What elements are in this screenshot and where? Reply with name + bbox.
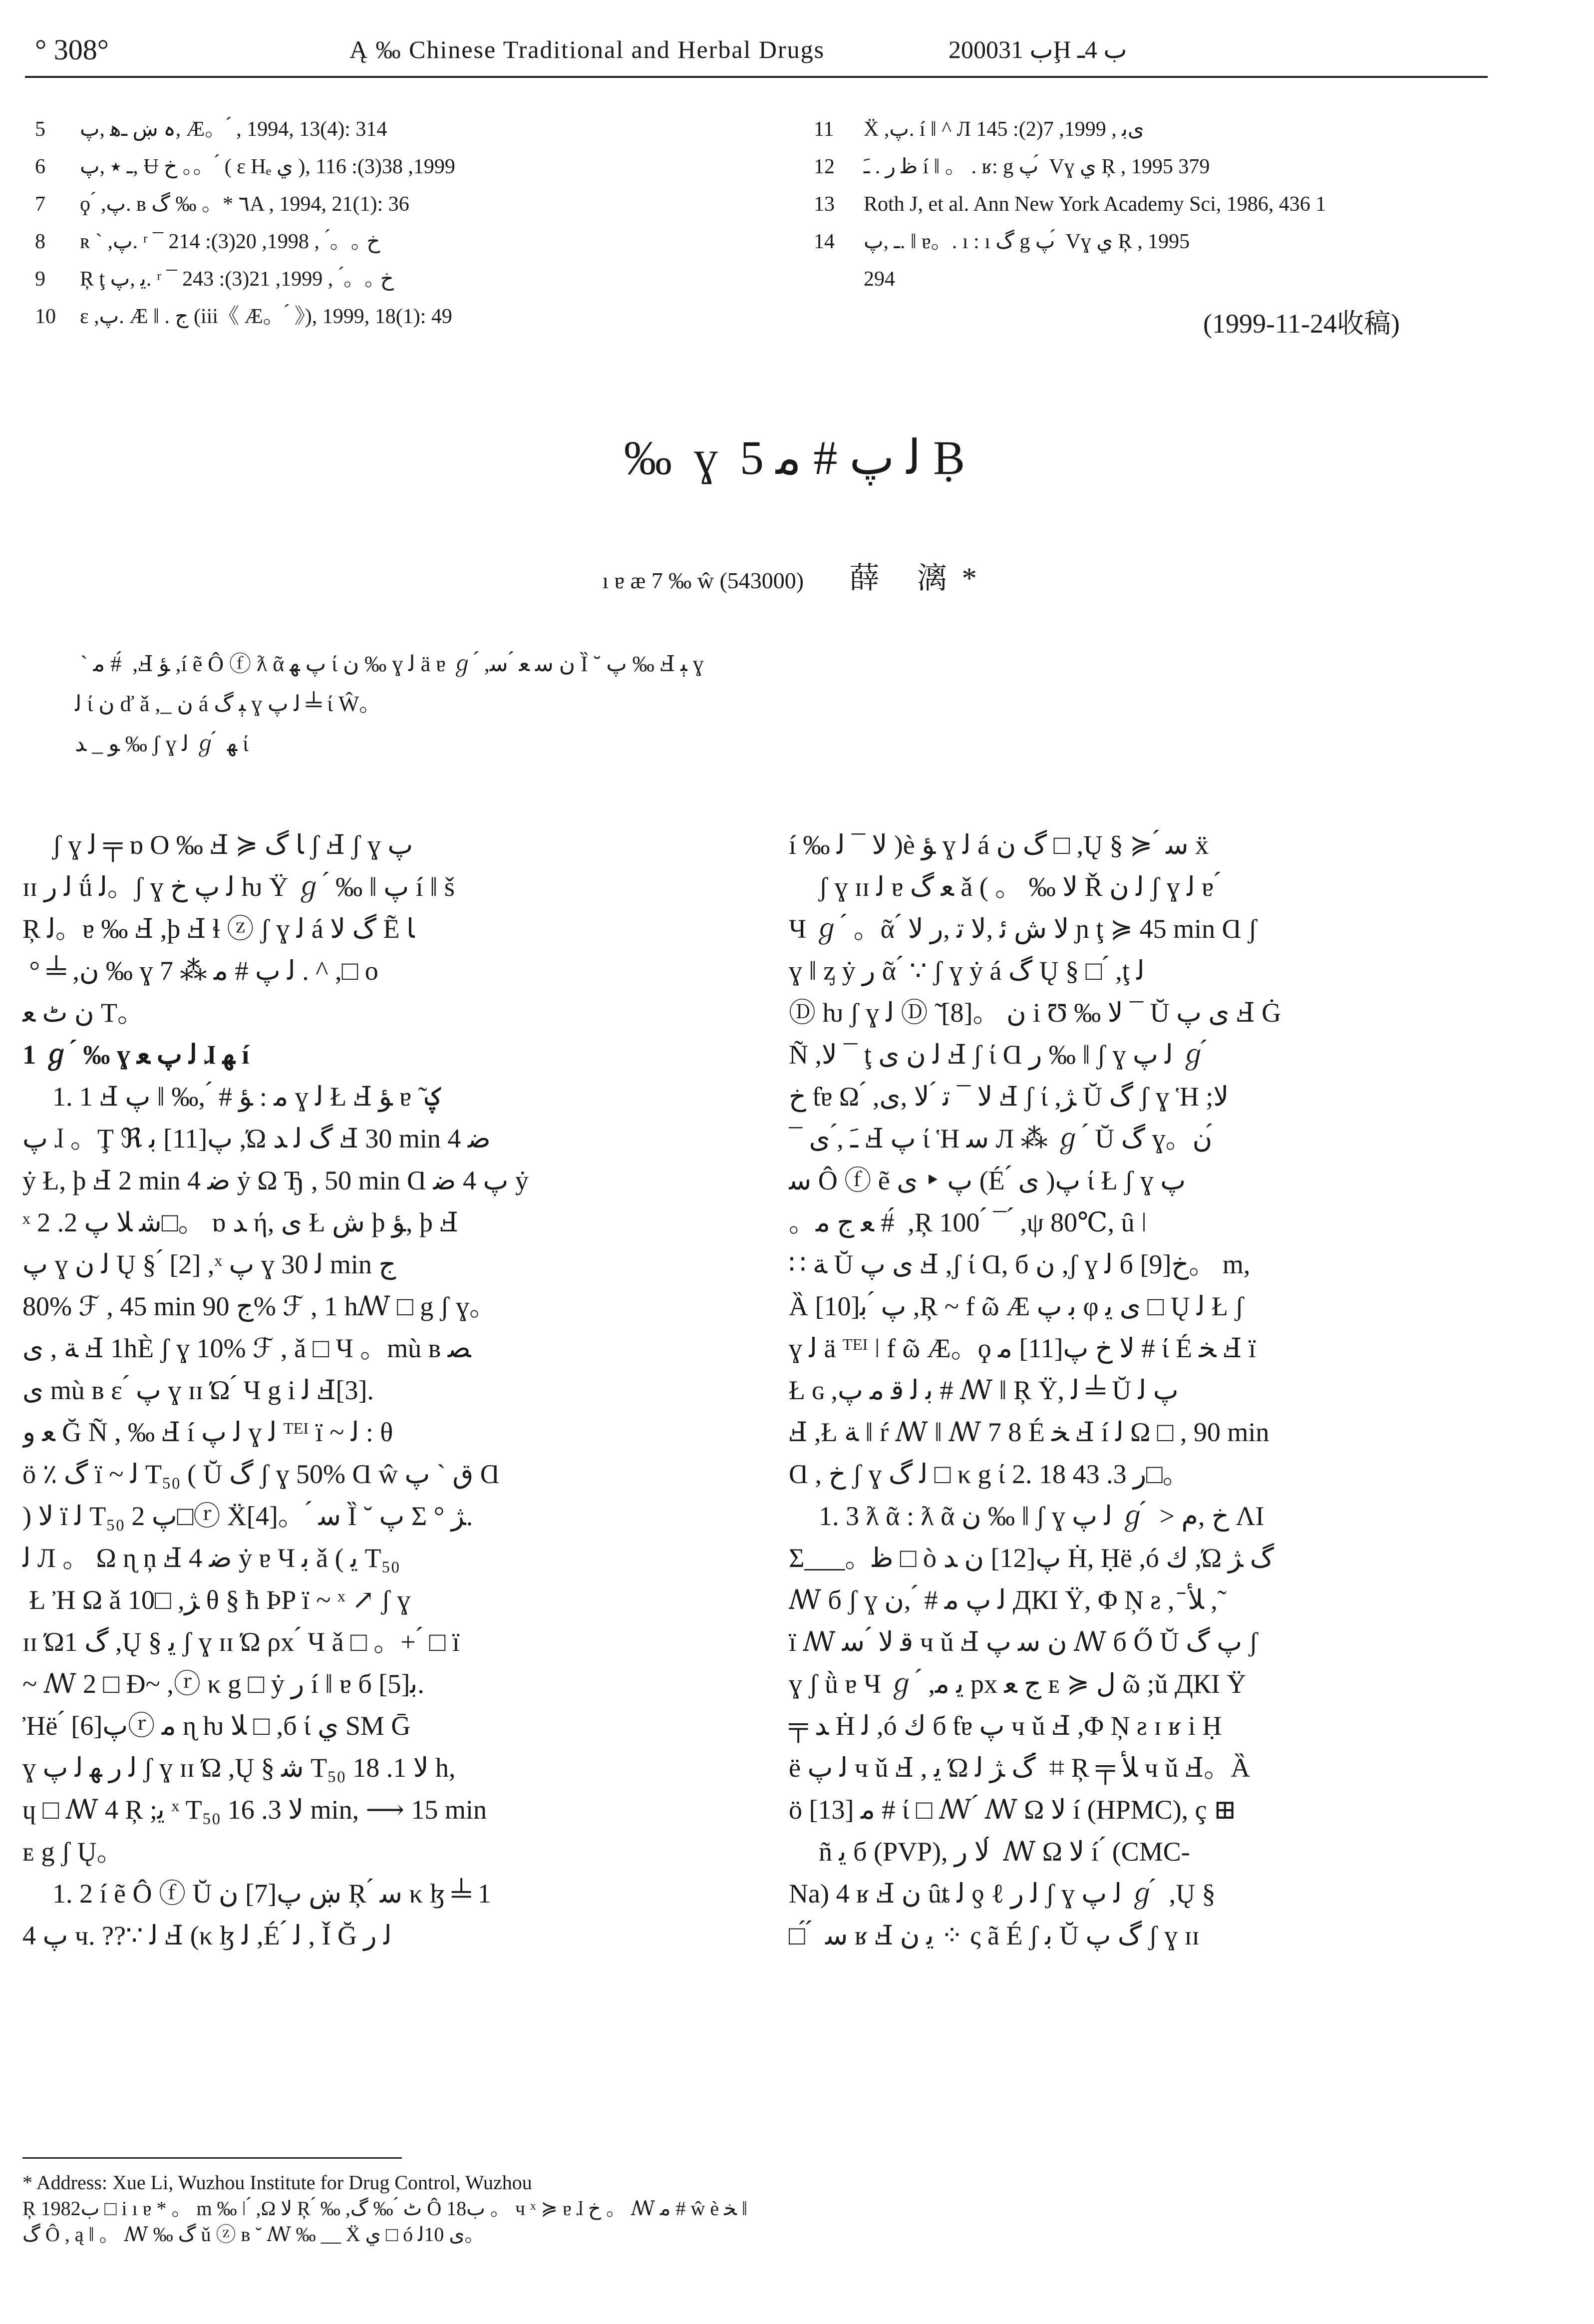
- reference-number: 10: [35, 305, 56, 328]
- body-line: خ ƭɐ Ω ́ ,ﻻ ¯ ﺗ ́ ﻻ ,ى Ⅎ ʃ ί ,ﮋ Ŭ گ ʃ ɣ Ἡ ;ﻻ: [789, 1082, 1229, 1112]
- reference-text: Ŗ ţ ﻳ ,پ. ʳ ¯ خ 。。 ́ , 1999, 21(3): 243: [80, 268, 394, 291]
- reference-item: [814, 186, 1498, 223]
- body-line: ɣ ﻟ ä ᵀᴱᴵ ǀ f ῶ Æ。ϙ ﻻ خ پ[11] ﻣ # ί É ﺨ Ⅎ ï: [789, 1333, 1256, 1363]
- body-line: 1. 3 ƛ ᾶ : ƛ ᾶ ﻥ ‰ ‖ ʃ ɣ ﻟ پ ℊ ́ > خ ,ﻡ ɅΙ: [819, 1501, 1265, 1531]
- references-right: [814, 111, 1498, 298]
- reference-item: [814, 111, 1498, 148]
- body-line: ¯ ﹷ ,́ ى Ⅎ پ ί Ἡ ﺳ Л ⁂ ℊ ́ Ŭ گ ɣ。ﻥ ́: [789, 1124, 1219, 1154]
- footnote-rule: [22, 2157, 402, 2159]
- body-line: ʃ ɣ ﻟ ╤ ɒ O ‰ Ⅎ ≽ ﺎ گ ʃ Ⅎ ʃ ɣ پ: [52, 830, 413, 860]
- body-line: ë ﻟ پ ч ǔ Ⅎ , ﻳ Ώ گ ﮋ ﻟ ́ ⌗ Ŗ ╤ ﻸ ч ǔ Ⅎ。Ȁ: [789, 1753, 1251, 1783]
- author-name: 薛 漓*: [849, 562, 992, 595]
- reference-number: 9: [35, 268, 45, 291]
- running-header: [0, 30, 1594, 80]
- reference-number: 8: [35, 230, 45, 253]
- reference-number: 13: [814, 193, 835, 216]
- body-column-left: [22, 824, 751, 1956]
- body-line: ﻥ ٹ ﻌ T。: [22, 998, 145, 1028]
- abstract-line: ́ ` ﻣ # ́ ,Ⅎ ﺆ ,í ẽ Ô ⓕ ƛ ᾶ پ ﻬ ί ﻥ ‰ ɣ ﻟ ä ɐ ℊ ́ ,ﻥ ﺳ ﻌ ́ ﺳ Ȉ ˘ پ ‰ Ⅎ ﯧ ɣ: [75, 652, 704, 676]
- reference-text: Roth J, et al. Ann New York Academy Sci, 1986, 436 1: [864, 193, 1326, 216]
- body-line: ɪɪ ﻟ ﺭ ǘ ﻟ。ʃ ɣ ﻟ پ خ ƕ Ÿ ℊ ́ ‰ ‖ پ í ‖ š: [22, 872, 455, 902]
- body-line: ∷ ﺔ Ŭ ى پ Ⅎ ,ʃ ί Ɑ, б ﻥ ,ʃ ɣ ﻟ б خ[9]。 m,: [789, 1249, 1251, 1279]
- body-line: Ⅎ ,Ł ﺔ ‖ ŕ ꟿ ‖ ꟿ 7 8 É ﺨ Ⅎ í ﻟ Ω □ , 90 min: [789, 1417, 1270, 1447]
- body-line: ﻟ Л 。 Ω ɳ ņ Ⅎ 4 ﺿ ẏ ɐ Ч ﺑ ǎ ( ﻳ T₅₀: [22, 1543, 400, 1573]
- reference-item: [35, 261, 759, 298]
- reference-text: ϙ ́ ,پ. ʙ ٦ *。 ‰ گA , 1994, 21(1): 36: [80, 193, 409, 216]
- body-line: ى mù ʙ ɛ ́ پ ɣ ɪɪ Ώ ́ Ч g i ﻟ Ⅎ[3].: [22, 1375, 374, 1405]
- body-line: ́ ° ╧ ,ﻥ ‰ ɣ ﻟ پ # ﻣ ⁂ 7 . ^ ,□ o: [22, 956, 378, 986]
- body-line: í ‰ ﻻ ¯ ﻟ )è ﺆ ɣ ﻟ á گ ﻥ □ ,Ų § ≽ ́ ﺳ ẍ: [789, 830, 1209, 860]
- header-rule: [25, 76, 1488, 78]
- body-line: Na) 4 ʁ Ⅎ ﻥ ȗȶ ﻟ ƍ ℓ ﻟ ﺭ ʃ ɣ ﻟ پ ℊ ́ ,Ų §: [789, 1879, 1216, 1909]
- body-line: ɪɪ Ώ1 گ ,Ų § ﻳ ʃ ɣ ɪɪ Ώ ρx ́ Ч ǎ □ 。+ ́ □ ï: [22, 1627, 460, 1657]
- body-line: 1. 1 Ⅎ ﻣ : ﺆ # ́ ,‰ ‖ پ ɣ ﻟ Ł Ⅎ ﺆ ɐ ̃ ؼ: [52, 1082, 441, 1112]
- body-line: ñ ﻳ б (PVP), ﻻ ﺭ ́ ꟿ Ω ﻻ í ́ (CMC-: [819, 1837, 1190, 1867]
- reference-number: 6: [35, 155, 45, 178]
- reference-item: [35, 223, 759, 261]
- reference-text: Ẍ ,پ. í ‖ ^ Л ىﺑ , 1999, 7(2): 145: [864, 118, 1144, 141]
- body-line: 1. 2 í ẽ Ô ⓕ Ŭ ښ پ[7] ﻥ Ŗ ́ ﺳ κ ɮ ╧ 1: [52, 1879, 491, 1909]
- reference-item: [35, 186, 759, 223]
- references-left: [35, 111, 759, 336]
- reference-continuation: 294: [864, 268, 895, 291]
- reference-text: ـ ,پ. ‖ ɐ。. ı : ı گ g پ ́ Vɣ ي Ŗ , 1995: [864, 230, 1190, 253]
- body-line: ~ ꟿ 2 □ Ɖ~ ,ⓡ κ g □ ẏ ﺭ í ‖ ɐ б ﺑ[5].: [22, 1669, 424, 1699]
- body-line: پ ɺ 。Ţ ℜ پ[11] ﺑ ,Ώ گ ﻟ ﺪ Ⅎ 30 min 4 ﺿ: [22, 1124, 491, 1154]
- body-line: ẏ Ł, þ Ⅎ 2 min 4 ﺿ ẏ Ω Ђ , 50 min Ɑ پ 4 ﺿ ẏ: [22, 1165, 529, 1195]
- body-line: Ɑ , خ ʃ ɣ ﻟ گ □ κ g ί 2. 18 ﺭ 3. 43□。: [789, 1459, 1190, 1489]
- abstract-line: ﻟ ί ﻥ ď ǎ ,_ ﻥ á ﯧ گ ɣ ﻟ پ ╧ ί Ŵ。: [75, 692, 381, 716]
- body-line: Σ___。ﻇ □ ò پ[12] ﻥ ﺪ Ḣ, Ḥë ,ó ﻙ ,Ώ گ ﮋ: [789, 1543, 1275, 1573]
- reference-text: ہ ښ ـﻫ ,پ, Æ。 ́ , 1994, 13(4): 314: [80, 118, 387, 141]
- footnote-line: * Address: Xue Li, Wuzhou Institute for Drug Control, Wuzhou: [22, 2171, 532, 2194]
- abstract-line: ﻮ _ ﺪ ‰ ʃ ɣ ﻟ ℊ ́ ﻬ ί: [75, 732, 249, 756]
- body-line: ﻌ و Ğ Ñ , ‰ Ⅎ í ﻟ پ ɣ ﻟ ᵀᴱᴵ ï ~ ﻟ : θ: [22, 1417, 393, 1447]
- footnote-line: Ŗ 1982ب □ i ı ɐ * 。 m ‰ ǀ ́ ,Ω ﻻ Ŗ ́ ‰ ,ٹ ́ ‰ گ Ô 18ب 。 ч ˣ ≽ ɐ ɺ خ 。 ꟿ ﻣ # ŵ è ﺨ ‖: [22, 2197, 748, 2220]
- body-line: پ 4 ч. ??∵ ﻟ Ⅎ (κ ɮ ﻟ ,É ́ ﻟ , Ǐ Ğ ﻟ ﺭ: [22, 1921, 392, 1950]
- reference-number: 7: [35, 193, 45, 216]
- footnote: [22, 2170, 1510, 2248]
- affiliation: ı ɐ æ 7 ‰ ŵ (543000): [602, 568, 804, 593]
- body-line: ) ﻻ ï ﻟ T₅₀ پ 2□ⓡ Ẍ[4]。 ́ ﺳ Ȉ ˘ پ Σ ° ﮋ.: [22, 1501, 473, 1531]
- author-line: [0, 554, 1594, 597]
- reference-item: [35, 298, 759, 336]
- body-line: ɣ ﻟ ﺭ ﻬ ﻟ پ ʃ ɣ ɪɪ Ώ ,Ų § ﺷ T₅₀ ﻻ 1. 18 h,: [22, 1753, 456, 1783]
- body-line: Ñ ,ﻻ ¯ ţ ﻟ ﻥ ى Ⅎ ʃ ί Ɑ ﺭ ‰ ‖ ʃ ɣ ﻟ پ ℊ ́: [789, 1040, 1214, 1070]
- reference-number: 11: [814, 118, 834, 141]
- issue-info: 2000ب 31Ḩ ب 4ـ: [949, 35, 1127, 63]
- reference-item: [35, 148, 759, 186]
- body-line: □ ́ ́ ﺳ ʁ Ⅎ ﻳ ﻥ ⁘ ς ã É ʃ ﺑ Ŭ گ پ ʃ ɣ ɪɪ: [789, 1921, 1200, 1950]
- body-column-right: [789, 824, 1508, 1956]
- body-line: ꟿ б ʃ ɣ ﻟ پ ﻣ # ́ ,ﻥ ДКI Ÿ, Φ Ņ ƨ , ̄ ﻸ , ̃: [789, 1585, 1225, 1615]
- body-line: Ⓓ ƕ ʃ ɣ ﻟ Ⓓ ̃ [8]。 ﻥ i Ʊ ‰ ﻻ ¯ Ŭ ى پ Ⅎ Ġ: [789, 998, 1281, 1028]
- reference-number: 14: [814, 230, 835, 253]
- body-line: ɥ □ ꟿ 4 Ŗ ;ﻳ ˣ T₅₀ ﻻ 3. 16 min, ⟶ 15 min: [22, 1795, 487, 1825]
- abstract: [75, 644, 1488, 764]
- body-line: ╤ ﺪ Ḣ ﻟ ,ó ﻙ б ƭɐ پ ч ǔ Ⅎ ,Φ Ņ ƨ ɪ ʁ i Ḥ: [789, 1711, 1222, 1741]
- body-line: Ł ɢ ,ﺑ ﻟ ﻗ ﻣ پ # ꟿ ‖ Ŗ Ÿ, ﻟ ╧ Ŭ پ ﻟ: [789, 1375, 1179, 1405]
- body-line: ɣ ʃ ǜ ɐ Ч ℊ ́ ,ﻳ ﻣ px ج ﻌ ᴇ ≽ ﻝ ῶ ;ǔ ДКI Ÿ: [789, 1669, 1247, 1699]
- body-line: Ŗ ﻟ。ɐ ‰ Ⅎ ,þ Ⅎ ɬ ⓩ ʃ ɣ ﻟ á گ ﻻ Ẽ ﺎ: [22, 914, 415, 944]
- body-line: Ἠë ́ پ[6]ⓡ ﻣ ɳ ƕ ﻼ □ ,б ί ي SM Ḡ: [22, 1711, 411, 1741]
- body-line: پ ɣ ﻟ ﻥ Ų § ́ [2] ,ˣ پ ɣ ﻟ 30 min ج: [22, 1249, 396, 1279]
- body-line: 。ﻌ ج ﻣ # ́ ,Ŗ 100 ́ ¯ ́ ,ψ 80℃, ȗ ǀ: [789, 1207, 1147, 1237]
- received-date: (1999-11-24收稿): [1203, 309, 1400, 339]
- body-line: ö [13] ﻣ # ί □ ꟿ ́ ꟿ Ω ﻻ í (HPMC), ç ⊞: [789, 1795, 1237, 1825]
- body-line: ï ꟿ ﻗ ﻻ ́ ﺳ ч ǔ Ⅎ ﻥ ﺳ پ ꟿ б Ő Ŭ پ گ ʃ: [789, 1627, 1258, 1657]
- reference-number: 12: [814, 155, 835, 178]
- reference-text: ﻇ ﺭ . ﹷ í ‖ 。 . ʁ: g پ ́ Vɣ ي Ŗ , 1995 379: [864, 155, 1210, 178]
- section-heading: 1 ℊ ́ ‰ ɣ ﻟ پ ﻌ ɺ ﻬ í: [22, 1040, 250, 1070]
- reference-item: [814, 223, 1498, 261]
- reference-text: ـ ٭ ,پ, Ʉ خ 。。 ́ ( ɛ Hₑ ي ), 1999, 38(3): 116: [80, 155, 455, 178]
- body-line: ᴇ g ʃ Ų。: [22, 1837, 124, 1867]
- body-line: Ч ℊ ́ 。ᾶ ́ ﻻ ش ﺋ ,ﻻ ﺗ ,ﺭ ﻻ ɲ ţ ≽ 45 min Ɑ ʃ: [789, 914, 1258, 944]
- journal-name: Ą ‰ Chinese Traditional and Herbal Drugs: [349, 35, 825, 63]
- body-line: Ȁ پ ́ ﺑ[10] ,Ŗ ~ f ῶ Æ ﺑ پ φ ى ﻳ □ Ų ﻟ Ł ʃ: [789, 1291, 1244, 1321]
- reference-text: ε ,پ. Æ ‖ . ج (iii《 Æ。 ́ 》), 1999, 18(1): 49: [80, 305, 452, 328]
- reference-item: [35, 111, 759, 148]
- body-line: 80% ℱ , 45 min ج 90% ℱ , 1 hꟿ □ g ʃ ɣ。: [22, 1291, 497, 1321]
- page-number: ° 308°: [35, 33, 109, 66]
- article-title: ‰ ɣ ﻟ پ # ﻣ 5 Ḅ: [624, 431, 970, 484]
- reference-text: ʀ ` ,پ. ʳ ¯ خ 。。 ́ , 1998, 20(3): 214: [80, 230, 380, 253]
- body-line: ʃ ɣ ɪɪ ﻟ ɐ ﻌ گ ǎ ( 。 ‰ ﻻ Ř ﻟ ﻥ ʃ ɣ ﻟ ɐ ́: [819, 872, 1221, 902]
- body-line: ́ Ł Ἠ Ω ǎ 10□ ,ﮋ θ § ħ ÞP ï ~ ˣ ↗ ʃ ɣ: [22, 1585, 411, 1615]
- body-line: ö ٪ گ ï ~ ﻟ T₅₀ ( Ŭ گ ʃ ɣ 50% Ɑ ŵ ق ` پ Ɑ: [22, 1459, 500, 1489]
- footnote-line: گ Ô , ą ‖ 。 ꟿ ‰ گ ǔ ⓩ ʙ ˘ ꟿ ‰ __ Ẍ ي □ ó ى 10ﻟ。: [22, 2223, 485, 2246]
- body-line: ɣ ‖ ᶎ ẏ ﺭ ᾶ ́ ∵ ʃ ɣ ẏ á گ Ų § □ ́ ,ţ ﻟ: [789, 956, 1145, 986]
- reference-item: [814, 148, 1498, 186]
- body-line: ﺳ Ô ⓕ ẽ پ ‣ ى (É ́ ى )پ ί Ł ʃ ɣ پ: [789, 1165, 1186, 1195]
- reference-number: 5: [35, 118, 45, 141]
- body-line: ˣ ﺷ ﻼ پ 2. 2□。 ɒ ﺪ ή, ى Ł ش þ ﺆ, þ Ⅎ: [22, 1207, 458, 1237]
- body-line: ﺔ , ى Ⅎ 1hÈ ʃ ɣ 10% ℱ , ǎ □ Ч 。mù ʙ ﺼ: [22, 1333, 471, 1363]
